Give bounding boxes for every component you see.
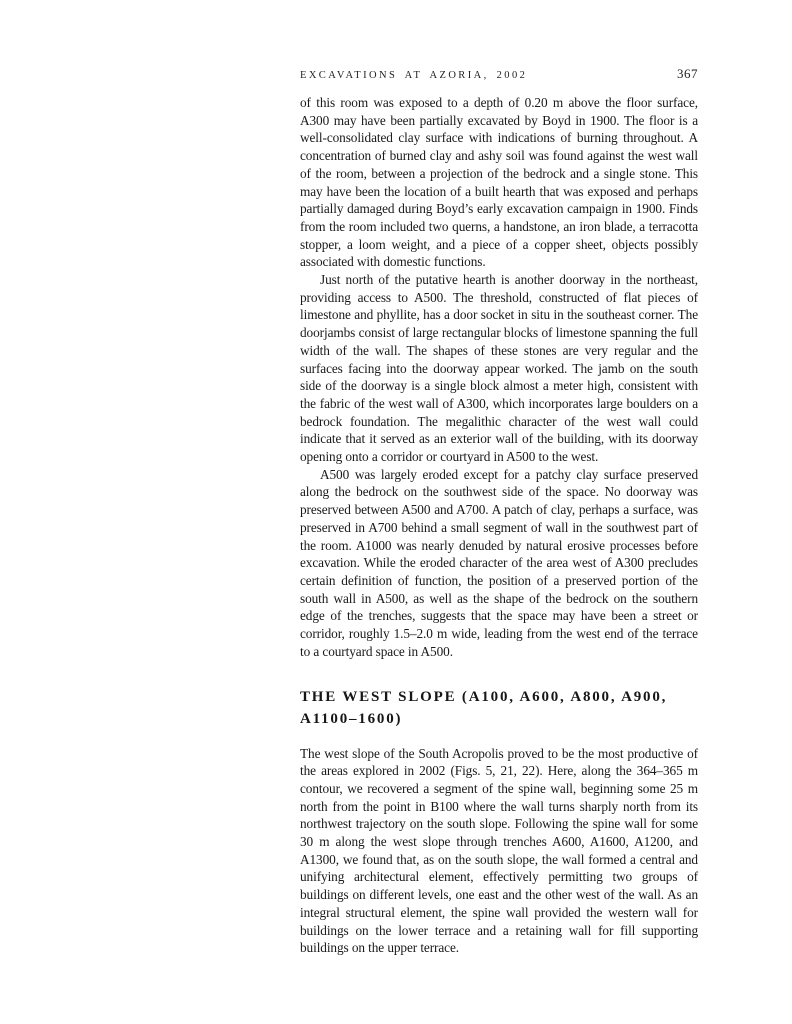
- paragraph-a300-floor: of this room was exposed to a depth of 0.20 m above the floor surface, A300 may have been partially excavated by Boyd in 1900. The floor is a well-consolidated clay surface with indications of burning throughout. A concentration of burned clay and ashy soil was found against the west wall of the room, between a projection of the bedrock and a single stone. This may have been the location of a built hearth that was exposed and perhaps partially damaged during Boyd’s early excavation campaign in 1900. Finds from the room included two querns, a handstone, an iron blade, a terracotta stopper, a loom weight, and a piece of a copper sheet, objects possibly associated with domestic functions.: [300, 95, 698, 270]
- text-column: [300, 94, 698, 957]
- page-header: [300, 66, 698, 82]
- page-number: 367: [677, 66, 698, 81]
- paragraph-doorway-threshold: Just north of the putative hearth is another doorway in the northeast, providing access to A500. The threshold, constructed of flat pieces of limestone and phyllite, has a door socket in situ in the southeast corner. The doorjambs consist of large rectangular blocks of limestone spanning the full width of the wall. The shapes of these stones are very regular and the surfaces facing into the doorway appear worked. The jamb on the south side of the doorway is a single block almost a meter high, consistent with the fabric of the west wall of A300, which incorporates large boulders on a bedrock foundation. The megalithic character of the west wall could indicate that it served as an exterior wall of the building, with its doorway opening onto a corridor or courtyard in A500 to the west.: [300, 272, 698, 465]
- running-head: EXCAVATIONS AT AZORIA, 2002: [300, 70, 528, 81]
- paragraph-a500-erosion: A500 was largely eroded except for a patchy clay surface preserved along the bedrock on the southwest side of the space. No doorway was preserved between A500 and A700. A patch of clay, perhaps a surface, was preserved in A700 behind a small segment of wall in the southwest part of the room. A1000 was nearly denuded by natural erosive processes before excavation. While the eroded character of the area west of A300 precludes certain definition of function, the position of a preserved portion of the south wall in A500, as well as the shape of the bedrock on the southern edge of the trenches, suggests that the space may have been a street or corridor, roughly 1.5–2.0 m wide, leading from the west end of the terrace to a courtyard space in A500.: [300, 466, 698, 659]
- section-heading-line2: A1100–1600): [300, 710, 403, 727]
- section-heading-line1: THE WEST SLOPE (A100, A600, A800, A900,: [300, 688, 668, 705]
- paragraph-west-slope: The west slope of the South Acropolis proved to be the most productive of the areas explored in 2002 (Figs. 5, 21, 22). Here, along the 364–365 m contour, we recovered a segment of the spine wall, beginning some 25 m north from the point in B100 where the wall turns sharply north from its northwest trajectory on the south slope. Following the spine wall for some 30 m along the west slope through trenches A600, A1600, A1200, and A1300, we found that, as on the south slope, the wall formed a central and unifying architectural element, effectively permitting two groups of buildings on different levels, one east and the other west of the wall. As an integral structural element, the spine wall provided the western wall for buildings on the lower terrace and a retaining wall for fill supporting buildings on the upper terrace.: [300, 745, 698, 956]
- section-heading: [300, 686, 698, 730]
